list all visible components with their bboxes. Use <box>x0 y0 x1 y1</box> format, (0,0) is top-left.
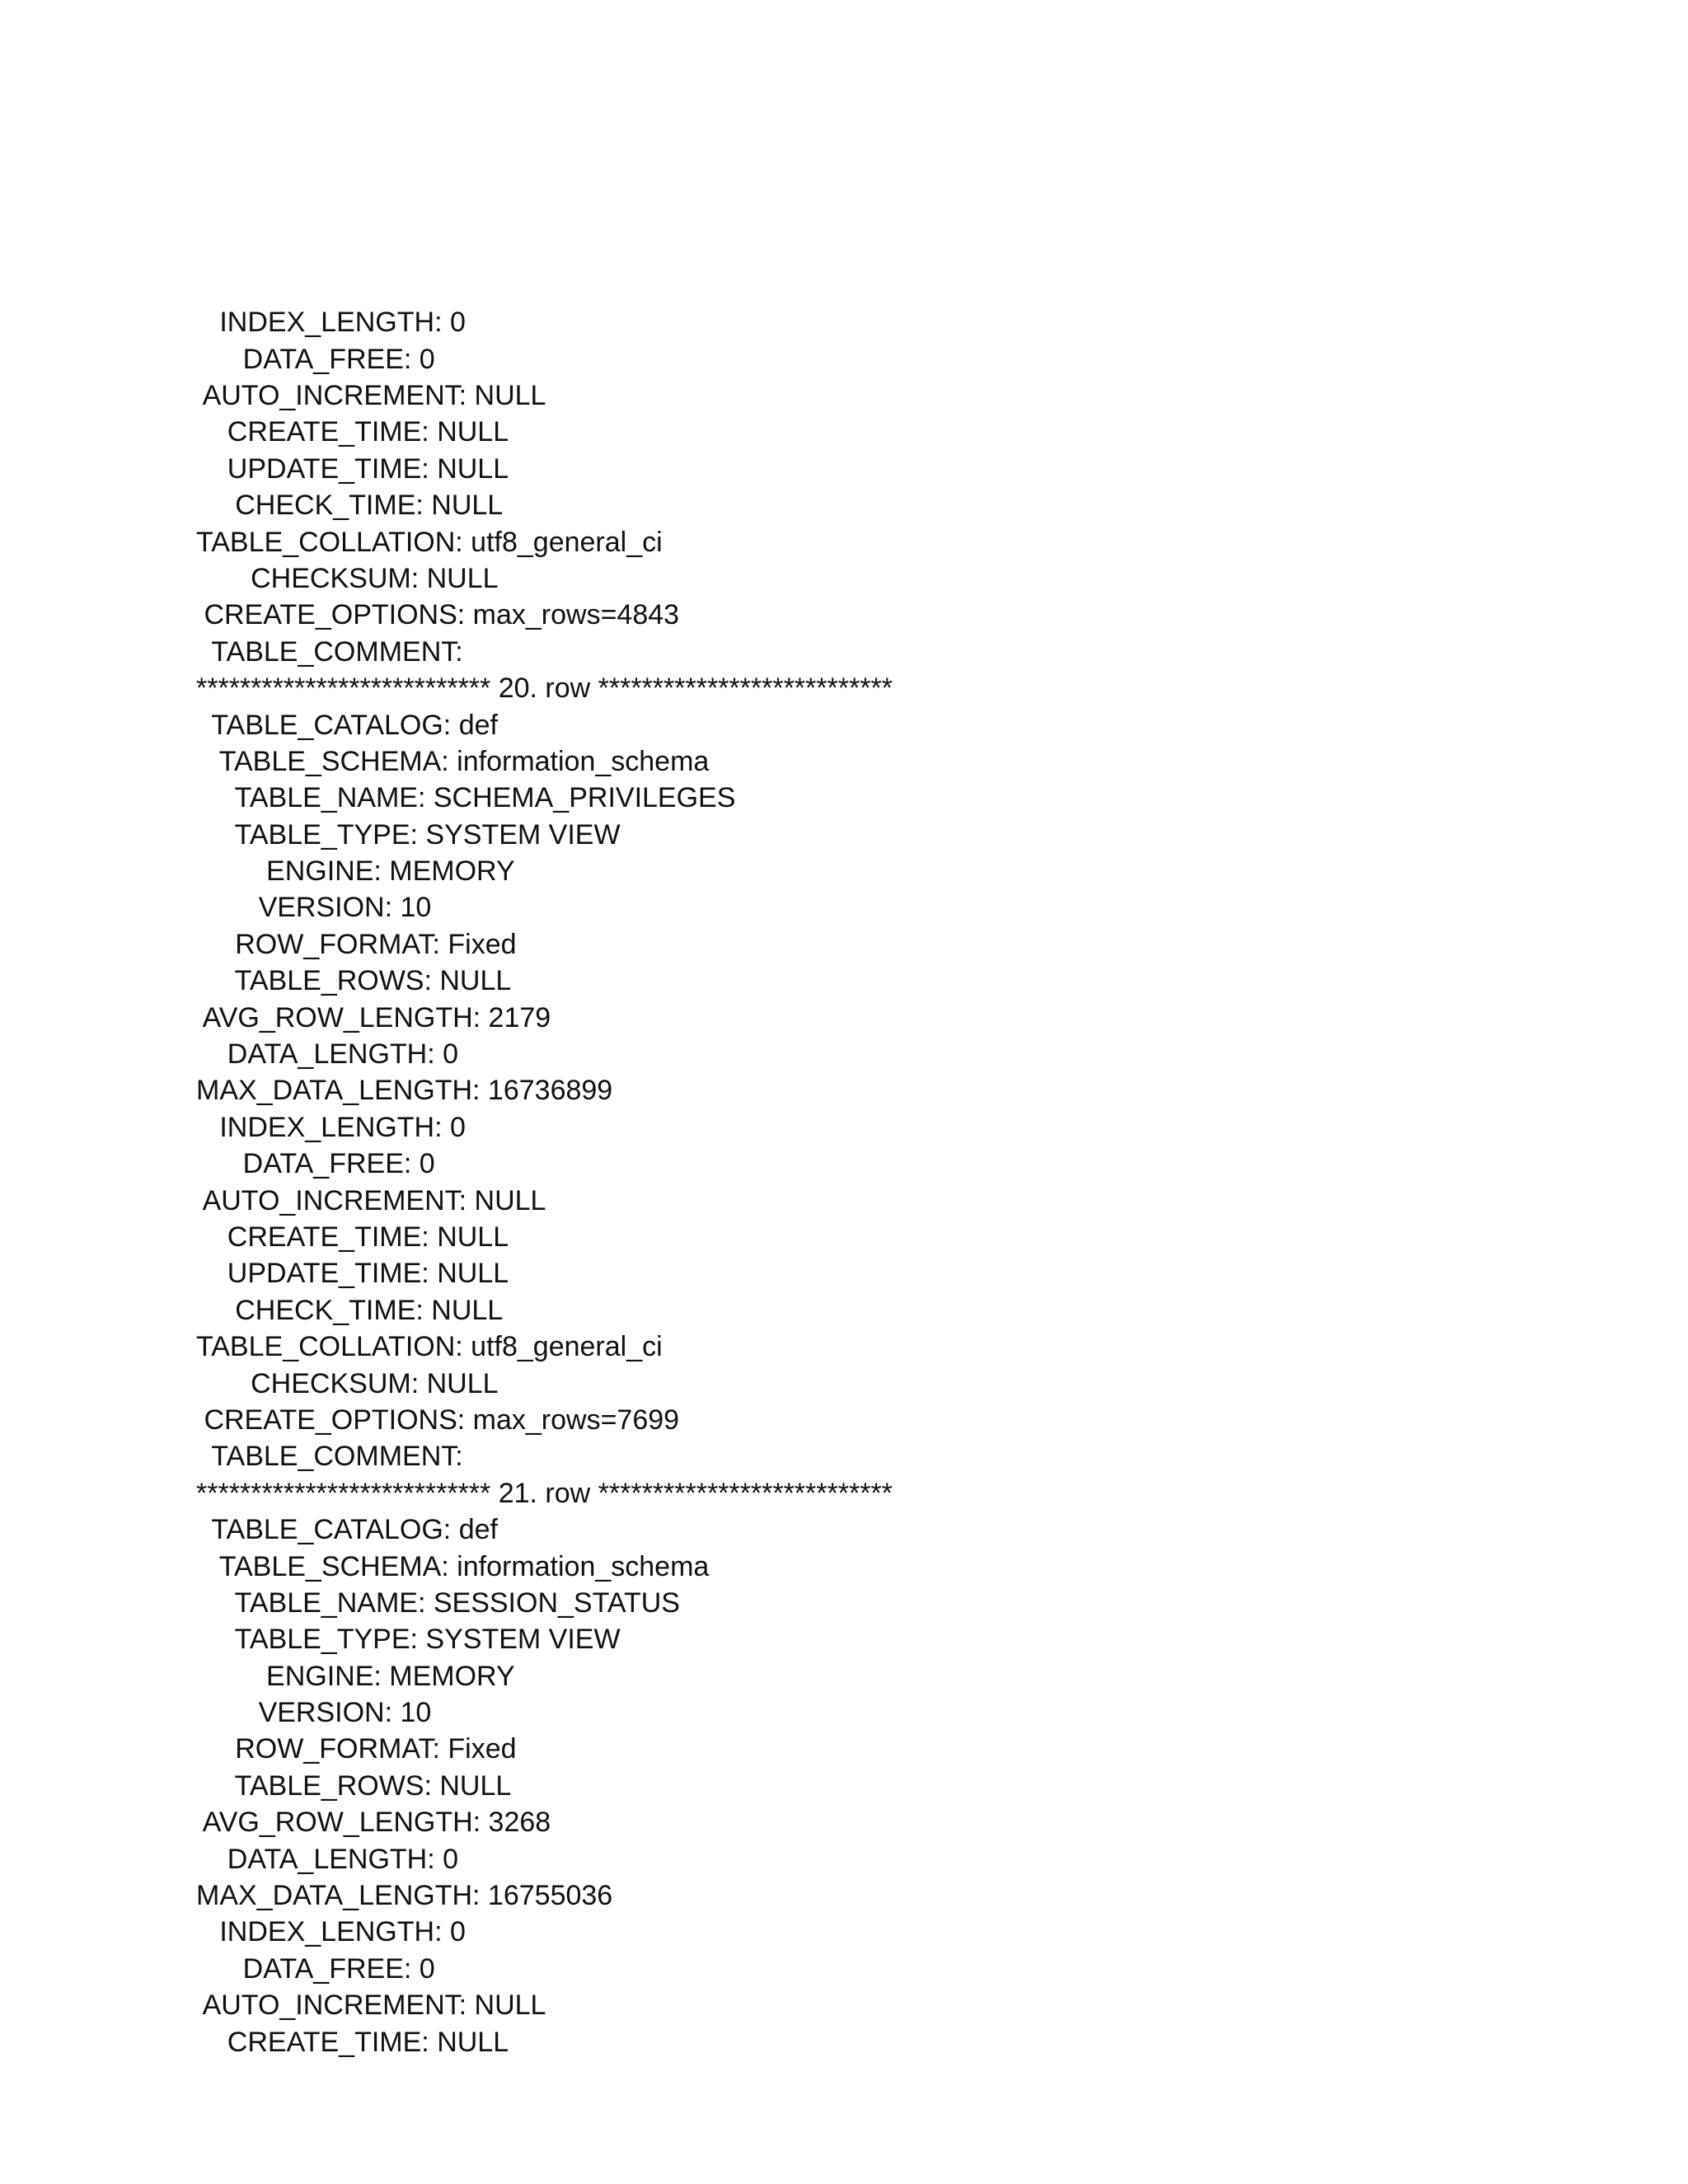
text-line: *************************** 21. row *************************** <box>196 1477 893 1509</box>
text-line: TABLE_TYPE: SYSTEM VIEW <box>196 1624 621 1656</box>
text-line: TABLE_TYPE: SYSTEM VIEW <box>196 818 621 851</box>
text-line: ENGINE: MEMORY <box>196 1660 515 1692</box>
query-output-text <box>196 194 893 2060</box>
text-line: AUTO_INCREMENT: NULL <box>196 1184 546 1216</box>
text-line: CREATE_TIME: NULL <box>196 416 509 448</box>
text-line: UPDATE_TIME: NULL <box>196 1258 509 1290</box>
text-line: CREATE_OPTIONS: max_rows=7699 <box>196 1404 680 1436</box>
text-line: TABLE_COMMENT: <box>196 635 463 668</box>
text-line: TABLE_CATALOG: def <box>196 709 498 741</box>
text-line: TABLE_SCHEMA: information_schema <box>196 1550 710 1582</box>
text-line: AUTO_INCREMENT: NULL <box>196 1990 546 2022</box>
text-line: CREATE_OPTIONS: max_rows=4843 <box>196 599 680 631</box>
text-line: CREATE_TIME: NULL <box>196 1221 509 1253</box>
text-line: ROW_FORMAT: Fixed <box>196 928 517 960</box>
text-line: TABLE_COLLATION: utf8_general_ci <box>196 526 663 558</box>
text-line: INDEX_LENGTH: 0 <box>196 1916 466 1948</box>
text-line: *************************** 20. row *************************** <box>196 673 893 705</box>
text-line: DATA_LENGTH: 0 <box>196 1843 459 1875</box>
text-line: AVG_ROW_LENGTH: 3268 <box>196 1807 551 1839</box>
text-line: DATA_FREE: 0 <box>196 343 435 375</box>
text-line: MAX_DATA_LENGTH: 16736899 <box>196 1075 613 1107</box>
text-line: CHECKSUM: NULL <box>196 1367 499 1399</box>
text-line: INDEX_LENGTH: 0 <box>196 1111 466 1143</box>
text-line: TABLE_NAME: SESSION_STATUS <box>196 1586 680 1619</box>
text-line: CREATE_TIME: NULL <box>196 2026 509 2058</box>
text-line: TABLE_ROWS: NULL <box>196 965 512 997</box>
text-line: AVG_ROW_LENGTH: 2179 <box>196 1001 551 1033</box>
text-line: TABLE_SCHEMA: information_schema <box>196 745 710 777</box>
text-line: ENGINE: MEMORY <box>196 855 515 888</box>
text-line: VERSION: 10 <box>196 1697 432 1729</box>
text-line: DATA_FREE: 0 <box>196 1952 435 1985</box>
text-line: TABLE_NAME: SCHEMA_PRIVILEGES <box>196 782 736 814</box>
text-line: INDEX_LENGTH: 0 <box>196 307 466 339</box>
text-line: TABLE_CATALOG: def <box>196 1514 498 1546</box>
text-line: ROW_FORMAT: Fixed <box>196 1733 517 1765</box>
text-line: TABLE_COMMENT: <box>196 1441 463 1473</box>
text-line: VERSION: 10 <box>196 892 432 924</box>
text-line: TABLE_COLLATION: utf8_general_ci <box>196 1331 663 1363</box>
text-line: DATA_LENGTH: 0 <box>196 1038 459 1071</box>
text-line: MAX_DATA_LENGTH: 16755036 <box>196 1880 613 1912</box>
text-line: TABLE_ROWS: NULL <box>196 1769 512 1802</box>
text-line: AUTO_INCREMENT: NULL <box>196 380 546 411</box>
text-line: UPDATE_TIME: NULL <box>196 452 509 485</box>
text-line: CHECKSUM: NULL <box>196 562 499 594</box>
text-line: DATA_FREE: 0 <box>196 1148 435 1180</box>
text-line: CHECK_TIME: NULL <box>196 1294 504 1326</box>
text-line: CHECK_TIME: NULL <box>196 490 504 522</box>
